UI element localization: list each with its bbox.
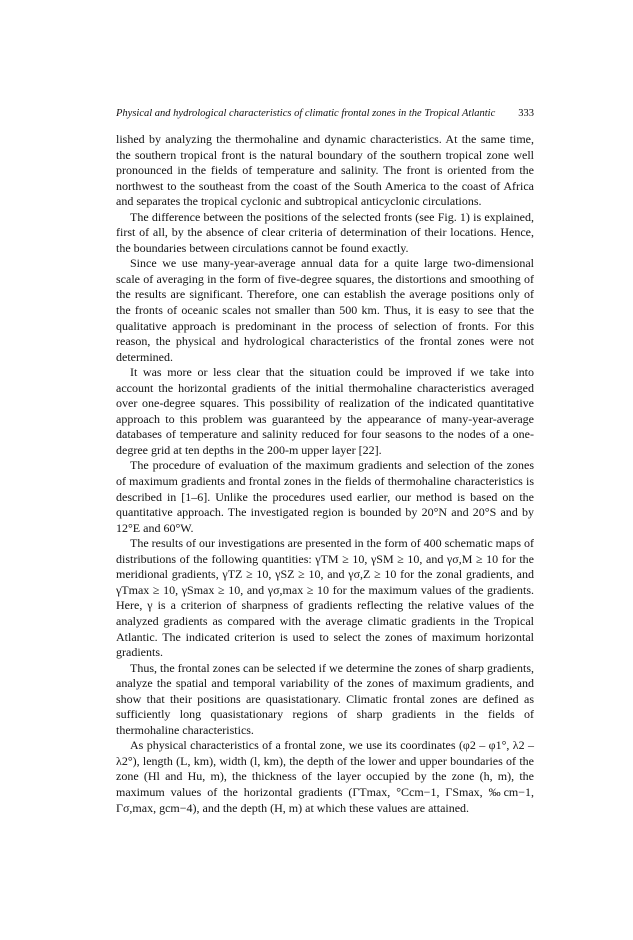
paragraph: The results of our investigations are presented in the form of 400 schematic maps of distributions of the following quantities: γTM ≥ 10, γSM ≥ 10, and γσ,M ≥ 10 for the meridional gradients, γTZ ≥ 10, γSZ ≥ 10, and γσ,Z ≥ 10 for the zonal gradients, and γTmax ≥ 10, γSmax ≥ 10, and γσ,max ≥ 10 for the maximum values of the gradients. Here, γ is a criterion of sharpness of gradients reflecting the relative values of the analyzed gradients as compared with the average climatic gradients in the Tropical Atlantic. The indicated criterion is used to select the zones of maximum horizontal gradients. <box>116 536 534 660</box>
running-title: Physical and hydrological characteristics of climatic frontal zones in the Tropical Atlantic <box>116 108 496 119</box>
paragraph: Thus, the frontal zones can be selected if we determine the zones of sharp gradients, analyze the spatial and temporal variability of the zones of maximum gradients, and show that their positions are quasistationary. Climatic frontal zones are defined as sufficiently long quasistationary regions of sharp gradients in the fields of thermohaline characteristics. <box>116 660 534 737</box>
article-body <box>116 132 534 816</box>
paragraph: The difference between the positions of the selected fronts (see Fig. 1) is explained, first of all, by the absence of clear criteria of determination of their locations. Hence, the boundaries between circulations cannot be found exactly. <box>116 209 534 255</box>
paragraph: Since we use many-year-average annual data for a quite large two-dimensional scale of averaging in the form of five-degree squares, the distortions and smoothing of the results are significant. Therefore, one can establish the average positions only of the fronts of oceanic scales not smaller than 500 km. Thus, it is easy to see that the qualitative approach is predominant in the process of selection of fronts. For this reason, the physical and hydrological characteristics of the frontal zones were not determined. <box>116 256 534 364</box>
paragraph: It was more or less clear that the situation could be improved if we take into account the horizontal gradients of the initial thermohaline characteristics averaged over one-degree squares. This possibility of realization of the indicated quantitative approach to this problem was guaranteed by the appearance of many-year-average databases of temperature and salinity reduced for four seasons to the nodes of a one-degree grid at ten depths in the 200-m upper layer [22]. <box>116 365 534 457</box>
running-header <box>116 108 534 119</box>
paragraph: lished by analyzing the thermohaline and dynamic characteristics. At the same time, the southern tropical front is the natural boundary of the southern tropical zone well pronounced in the fields of temperature and salinity. The front is oriented from the northwest to the southeast from the coast of the South America to the coast of Africa and separates the tropical cyclonic and subtropical anticyclonic circulations. <box>116 132 534 209</box>
paragraph: As physical characteristics of a frontal zone, we use its coordinates (φ2 – φ1°, λ2 – λ2°), length (L, km), width (l, km), the depth of the lower and upper boundaries of the zone (Hl and Hu, m), the thickness of the layer occupied by the zone (h, m), the maximum values of the horizontal gradients (ΓTmax, °Ccm−1, ΓSmax, ‰cm−1, Γσ,max, gcm−4), and the depth (H, m) at which these values are attained. <box>116 738 534 815</box>
page-number: 333 <box>518 108 534 119</box>
paragraph: The procedure of evaluation of the maximum gradients and selection of the zones of maximum gradients and frontal zones in the fields of thermohaline characteristics is described in [1–6]. Unlike the procedures used earlier, our method is based on the quantitative approach. The investigated region is bounded by 20°N and 20°S and by 12°E and 60°W. <box>116 458 534 535</box>
